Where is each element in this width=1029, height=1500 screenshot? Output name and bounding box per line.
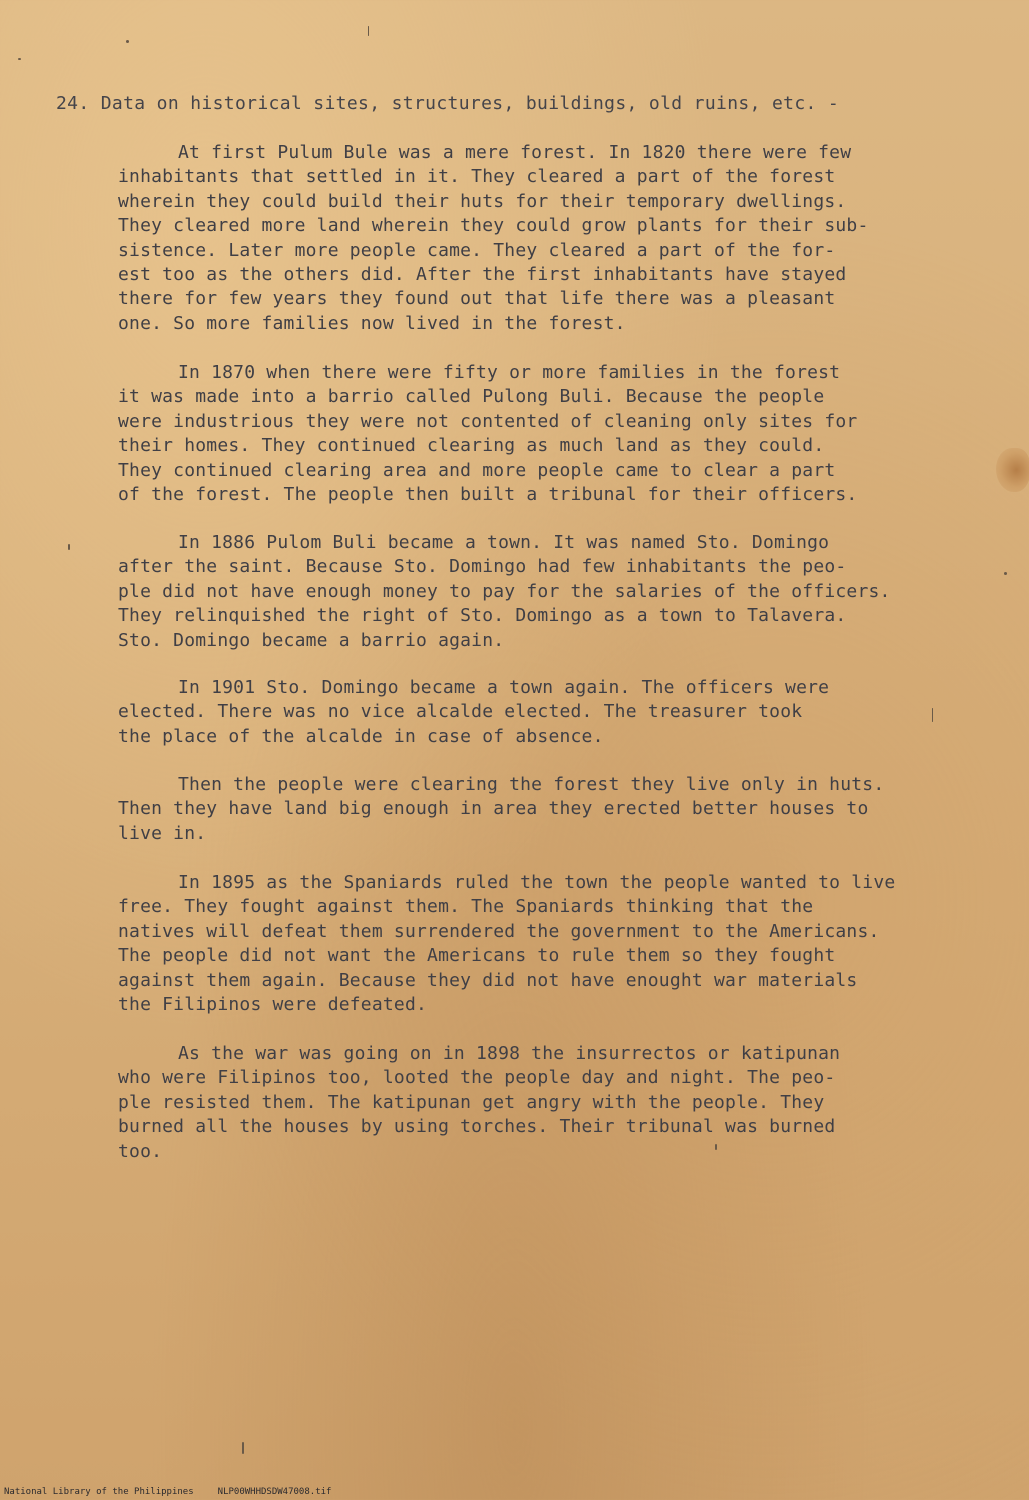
paper-speck (242, 1442, 244, 1454)
text-line: ple resisted them. The katipunan get angry with the people. They (118, 1091, 825, 1113)
text-line: one. So more families now lived in the forest. (118, 312, 626, 334)
library-credit: National Library of the Philippines (4, 1487, 194, 1497)
paper-stain (996, 448, 1029, 492)
paper-speck (1004, 572, 1007, 575)
paragraph-4 (118, 676, 829, 749)
paper-speck (368, 26, 369, 36)
paragraph-1 (118, 141, 869, 336)
text-line: At first Pulum Bule was a mere forest. In 1820 there were few (178, 142, 852, 163)
text-line: of the forest. The people then built a tribunal for their officers. (118, 484, 858, 506)
text-line: against them again. Because they did not have enought war materials (118, 969, 858, 991)
paper-speck (126, 40, 129, 43)
text-line: burned all the houses by using torches. Their tribunal was burned (118, 1116, 836, 1138)
paragraph-3 (118, 531, 891, 653)
text-line: In 1895 as the Spaniards ruled the town the people wanted to live (178, 872, 896, 893)
text-line: natives will defeat them surrendered the government to the Americans. (118, 920, 880, 942)
paragraph-6 (118, 871, 895, 1017)
text-line: live in. (118, 822, 207, 844)
text-line: inhabitants that settled in it. They cleared a part of the forest (118, 166, 836, 188)
text-line: there for few years they found out that life there was a pleasant (118, 288, 836, 310)
scan-footer (4, 1486, 331, 1498)
text-line: In 1901 Sto. Domingo became a town again. The officers were (178, 677, 830, 698)
scan-filename: NLP00WHHDSDW47008.tif (217, 1487, 332, 1497)
text-line: sistence. Later more people came. They cleared a part of the for- (118, 239, 836, 261)
text-line: They continued clearing area and more people came to clear a part (118, 459, 836, 481)
text-line: The people did not want the Americans to rule them so they fought (118, 945, 836, 967)
text-line: who were Filipinos too, looted the people day and night. The peo- (118, 1067, 836, 1089)
paragraph-2 (118, 361, 857, 507)
text-line: after the saint. Because Sto. Domingo had few inhabitants the peo- (118, 556, 847, 578)
text-line: In 1870 when there were fifty or more families in the forest (178, 362, 841, 383)
text-line: too. (118, 1140, 163, 1162)
text-line: wherein they could build their huts for their temporary dwellings. (118, 190, 847, 212)
text-line: They cleared more land wherein they could grow plants for their sub- (118, 215, 869, 237)
section-heading: 24. Data on historical sites, structures, buildings, old ruins, etc. - (56, 93, 840, 114)
paragraph-7 (118, 1042, 840, 1164)
paper-speck (18, 58, 21, 60)
text-line: were industrious they were not contented of cleaning only sites for (118, 410, 858, 432)
text-line: As the war was going on in 1898 the insurrectos or katipunan (178, 1043, 841, 1064)
text-line: the place of the alcalde in case of absence. (118, 725, 604, 747)
text-line: it was made into a barrio called Pulong Buli. Because the people (118, 386, 825, 408)
text-line: Then they have land big enough in area they erected better houses to (118, 798, 869, 820)
text-line: the Filipinos were defeated. (118, 994, 428, 1016)
text-line: their homes. They continued clearing as much land as they could. (118, 435, 825, 457)
paragraph-5 (118, 773, 884, 846)
text-line: Then the people were clearing the forest they live only in huts. (178, 774, 885, 795)
text-line: ple did not have enough money to pay for the salaries of the officers. (118, 580, 891, 602)
text-line: free. They fought against them. The Spaniards thinking that the (118, 896, 814, 918)
paper-speck (932, 708, 933, 722)
text-line: In 1886 Pulom Buli became a town. It was named Sto. Domingo (178, 532, 830, 553)
paper-speck (68, 544, 70, 550)
text-line: est too as the others did. After the first inhabitants have stayed (118, 264, 847, 286)
text-line: elected. There was no vice alcalde elected. The treasurer took (118, 701, 803, 723)
text-line: They relinquished the right of Sto. Domingo as a town to Talavera. (118, 605, 847, 627)
text-line: Sto. Domingo became a barrio again. (118, 629, 505, 651)
